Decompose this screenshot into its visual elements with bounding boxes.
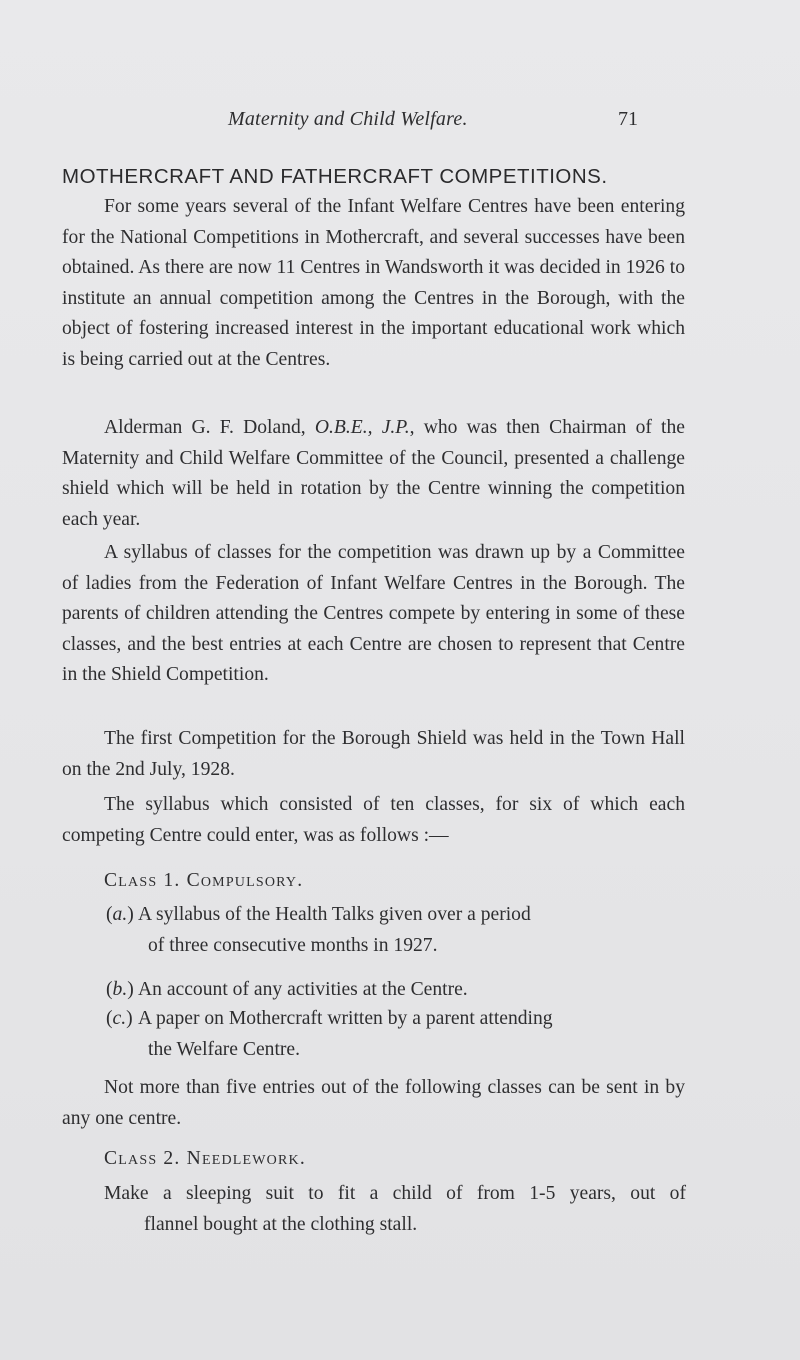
running-head (228, 108, 658, 134)
honours-text: O.B.E., J.P. (314, 417, 410, 438)
paragraph-ten-classes: The syllabus which consisted of ten classes, for six of which each competing Centre could enter, was as follows :— (62, 794, 685, 846)
paragraph-entries-limit: Not more than five entries out of the following classes can be sent in by any one centre. (62, 1077, 685, 1129)
item-b-line1: An account of any activities at the Centre. (138, 979, 468, 1000)
item-c-line1: A paper on Mothercraft written by a parent attending (138, 1008, 553, 1029)
paragraph-alderman-after: , who was then Chairman of the Maternity and Child Welfare Committee of the Council, presented a challenge shield which will be held in rotation by the Centre winning the competition each year. (62, 417, 685, 530)
item-a-line1: A syllabus of the Health Talks given over a period (138, 904, 531, 925)
paragraph-syllabus: A syllabus of classes for the competition was drawn up by a Committee of ladies from the Federation of Infant Welfare Centres in the Borough. The parents of children attending the Centres compete by entering in some of these classes, and the best entries at each Centre are chosen to represent that Centre in the Shield Competition. (62, 542, 685, 685)
class-2-line1: Make a sleeping suit to fit a child of from 1-5 years, out of (104, 1183, 686, 1204)
class-2-description (104, 1179, 686, 1240)
item-c-line2: the Welfare Centre. (148, 1038, 301, 1060)
running-title: Maternity and Child Welfare. (228, 108, 468, 130)
item-a-marker: a. (112, 904, 128, 925)
paragraph-alderman (62, 413, 685, 535)
class-2-line2: flannel bought at the clothing stall. (144, 1213, 418, 1235)
class-1-item-c: (c.) A paper on Mothercraft written by a parent attending the Welfare Centre. (106, 1004, 684, 1065)
class-1-heading: Class 1. Compulsory. (104, 870, 304, 891)
class-1-item-b: (b.) An account of any activities at the Centre. (106, 979, 468, 1000)
paragraph-first-competition: The first Competition for the Borough Shield was held in the Town Hall on the 2nd July, 1928. (62, 728, 685, 780)
item-c-marker: c. (112, 1008, 127, 1029)
section-heading: MOTHERCRAFT AND FATHERCRAFT COMPETITIONS. (62, 165, 608, 188)
item-a-line2: of three consecutive months in 1927. (148, 934, 438, 956)
page-number: 71 (618, 108, 638, 130)
class-1-item-a: (a.) A syllabus of the Health Talks given over a period of three consecutive months in 1927. (106, 900, 684, 961)
item-b-marker: b. (112, 979, 128, 1000)
class-2-heading: Class 2. Needlework. (104, 1148, 306, 1169)
paragraph-intro: For some years several of the Infant Welfare Centres have been entering for the National Competitions in Mothercraft, and several successes have been obtained. As there are now 11 Centres in Wandsworth it was decided in 1926 to institute an annual competition among the Centres in the Borough, with the object of fostering increased interest in the important educational work which is being carried out at the Centres. (62, 196, 685, 370)
paragraph-alderman-before: Alderman G. F. Doland, (104, 417, 315, 438)
